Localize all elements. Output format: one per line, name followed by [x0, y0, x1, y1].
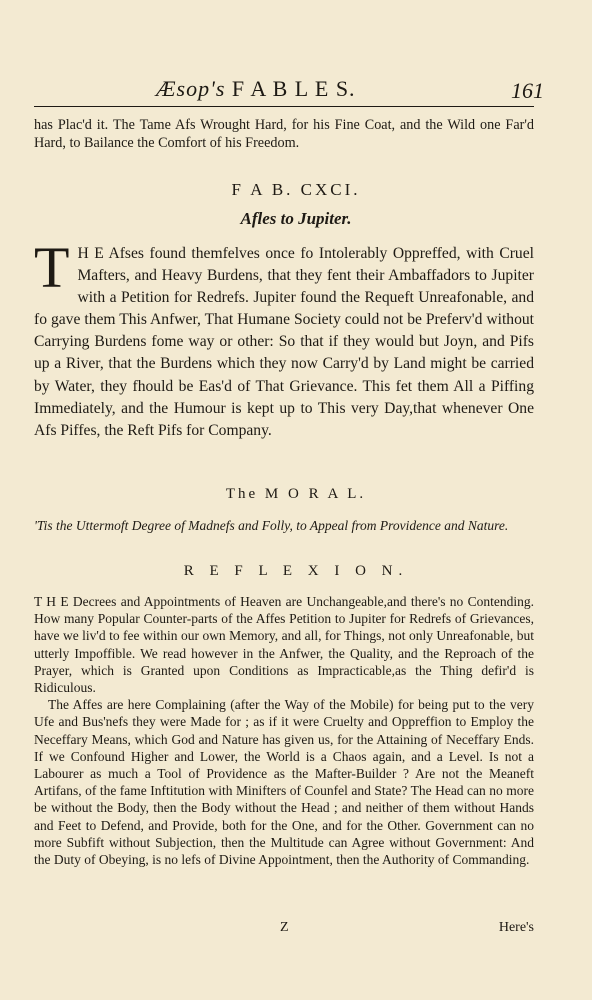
catchword: Here's — [498, 920, 534, 935]
moral-text: 'Tis the Uttermoft Degree of Madnefs and Folly, to Appeal from Providence and Nature. — [34, 518, 509, 533]
header-title — [156, 76, 356, 102]
fable-title: Afles to Jupiter. — [240, 209, 352, 228]
header-title-caps: F A B L E S. — [231, 76, 356, 101]
fable-body — [34, 235, 534, 442]
reflexion-text — [34, 593, 534, 868]
header-rule — [34, 106, 534, 107]
reflexion-paragraph: T H E Decrees and Appointments of Heaven are Unchangeable,and there's no Contending. How many Popular Counter-parts of the Affes Petition to Jupiter for Redrefs of Grievances, have we liv'd to fee within our own Memory, and all, for Things, not only Unreafonable, but utterly Impoffible. We read however in the Anfwer, the Quality, and the Reproach of the Prayer, which is Granted upon Conditions as Impracticable,as the Thing defir'd is Ridiculous. — [34, 594, 534, 696]
continuation-text: has Plac'd it. The Tame Afs Wrought Hard, for his Fine Coat, and the Wild one Far'd Hard, to Bailance the Comfort of his Freedom. — [34, 117, 534, 151]
reflexion-paragraph: The Affes are here Complaining (after the Way of the Mobile) for being put to the very Ufe and Bus'nefs they were Made for ; as if it were Cruelty and Oppreffion to Employ the Neceffary Means, which God and Nature has given us, for the Attaining of Neceffary Ends. If we Confound Higher and Lower, the World is a Chaos again, and a Level. Is not a Labourer as much a Tool of Providence as the Mafter-Builder ? Are not the Meaneft Artifans, of the fame Inftitution with Minifters of Counfel and State? The Head can no more be without the Body, then the Body without the Head ; and neither of them without Hands and Feet to Defend, and Provide, both for the One, and for the Other. Government can no more Subfift without Subjection, then the Multitude can Agree without Government: And the Duty of Obeying, is no lefs of Divine Appointment, then the Authority of Commanding. — [34, 697, 534, 868]
page-number: 161 — [511, 78, 544, 103]
signature-mark: Z — [280, 920, 289, 935]
moral-heading: The M O R A L. — [225, 486, 367, 502]
running-header — [34, 76, 544, 104]
fable-number: F A B. CXCI. — [231, 180, 361, 199]
reflexion-heading: R E F L E X I O N. — [183, 563, 409, 579]
drop-cap: T — [34, 235, 70, 300]
header-title-italic: Æsop's — [156, 76, 226, 101]
fable-body-text: H E Afses found themfelves once fo Intolerably Oppreffed, with Cruel Mafters, and Heavy Burdens, that they fent their Ambaffadors to Jupiter with a Petition for Redrefs. Jupiter found the Requeft Unreafonable, and fo gave them This Anfwer, That Humane Society could not be Preferv'd without Carrying Burdens fome way or other: So that if they would but Joyn, and Pifs up a River, that the Burdens which they now Carry'd by Land might be carried by Water, they fhould be Eas'd of That Grievance. This fet them All a Piffing Immediately, and the Humour is kept up to This very Day,that whenever One Afs Piffes, the Reft Pifs for Company. — [34, 245, 534, 439]
